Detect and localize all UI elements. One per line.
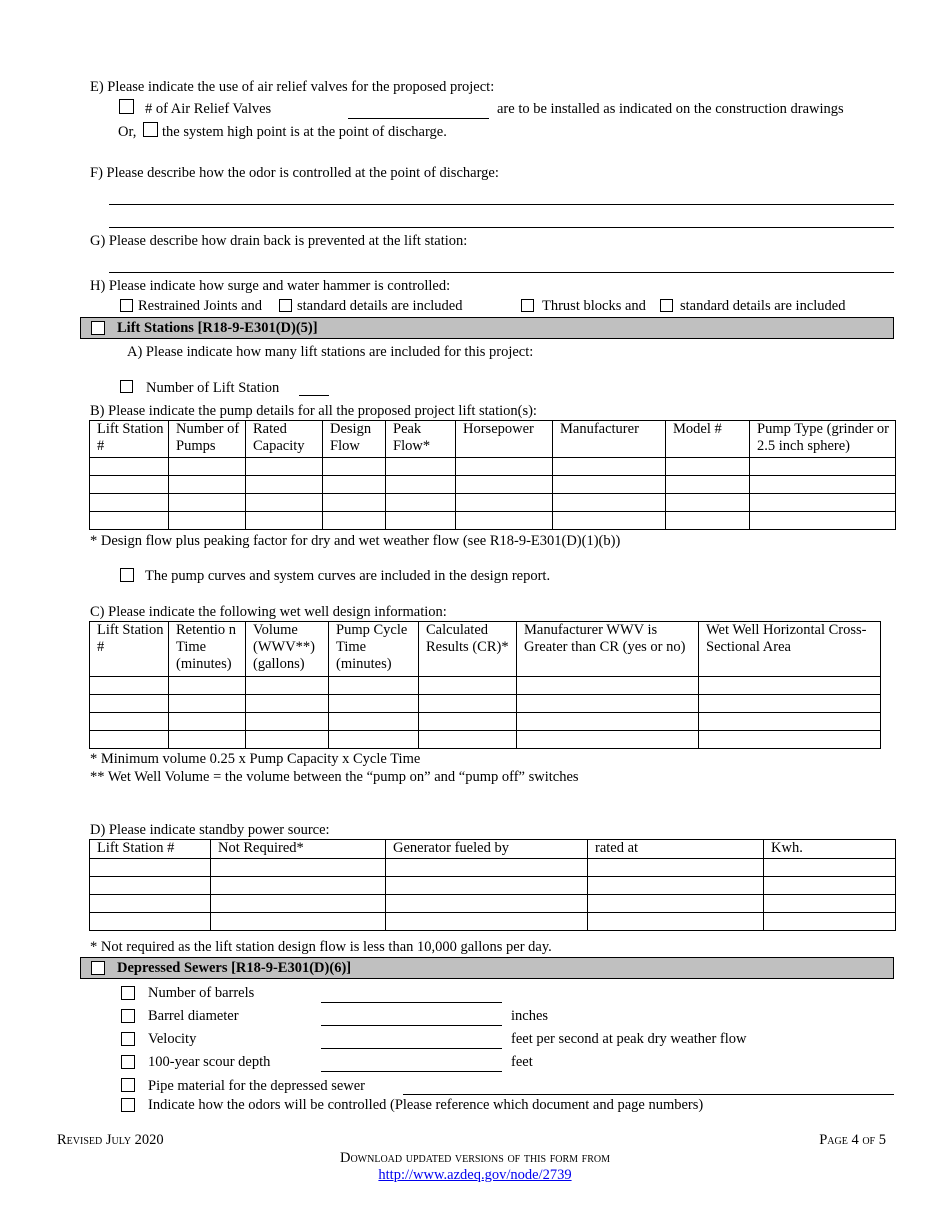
restrained-joints-checkbox[interactable] (120, 299, 133, 312)
pump-table-column-header: Number of Pumps (169, 421, 246, 458)
section-h-question: H) Please indicate how surge and water hammer is controlled: (90, 278, 451, 294)
pipe-material-checkbox[interactable] (121, 1078, 135, 1092)
power-table-cell[interactable] (588, 859, 764, 877)
pump-table-cell[interactable] (169, 476, 246, 494)
pump-table-row (90, 476, 896, 494)
wet-well-table-column-header: Lift Station # (90, 622, 169, 677)
thrust-blocks-label: Thrust blocks and (542, 298, 646, 314)
wet-well-table-cell[interactable] (90, 695, 169, 713)
wet-well-table-cell[interactable] (90, 713, 169, 731)
pump-table-cell[interactable] (666, 476, 750, 494)
pump-table-cell[interactable] (246, 458, 323, 476)
power-note: * Not required as the lift station design flow is less than 10,000 gallons per day. (90, 939, 552, 955)
pump-table-row (90, 458, 896, 476)
thrust-blocks-checkbox[interactable] (521, 299, 534, 312)
wet-well-table-cell[interactable] (699, 695, 881, 713)
wet-well-table-cell[interactable] (699, 677, 881, 695)
wet-well-table-cell[interactable] (419, 713, 517, 731)
pump-table-column-header: Manufacturer (553, 421, 666, 458)
pump-table-cell[interactable] (750, 458, 896, 476)
wet-well-table-cell[interactable] (329, 731, 419, 749)
wet-well-table-cell[interactable] (419, 731, 517, 749)
wet-well-table-column-header: Retentio n Time (minutes) (169, 622, 246, 677)
pump-table-cell[interactable] (246, 494, 323, 512)
power-table-row (90, 859, 896, 877)
depressed-sewers-header-band (80, 957, 894, 979)
scour-depth-checkbox[interactable] (121, 1055, 135, 1069)
number-lift-station-label: Number of Lift Station (146, 380, 280, 396)
velocity-label: Velocity (148, 1031, 197, 1047)
restrained-joints-label: Restrained Joints and (138, 298, 263, 314)
wet-well-table-cell[interactable] (699, 731, 881, 749)
wet-well-table-column-header: Calculated Results (CR)* (419, 622, 517, 677)
barrel-diameter-checkbox[interactable] (121, 1009, 135, 1023)
pump-table-column-header: Peak Flow* (386, 421, 456, 458)
wet-well-table-cell[interactable] (246, 713, 329, 731)
power-table-column-header: Generator fueled by (386, 840, 588, 859)
thrust-details-label: standard details are included (680, 298, 846, 314)
wet-well-table-cell[interactable] (419, 695, 517, 713)
air-relief-count-checkbox[interactable] (119, 99, 134, 114)
lift-stations-header: Lift Stations [R18-9-E301(D)(5)] (117, 320, 318, 336)
pump-table-cell[interactable] (553, 494, 666, 512)
footer-page-number: Page 4 of 5 (819, 1132, 886, 1148)
power-table-cell[interactable] (764, 877, 896, 895)
wet-well-table-cell[interactable] (169, 713, 246, 731)
power-table-column-header: Lift Station # (90, 840, 211, 859)
drain-back-answer-line[interactable] (109, 272, 894, 273)
power-table-column-header: Not Required* (211, 840, 386, 859)
depressed-sewers-checkbox[interactable] (91, 961, 105, 975)
velocity-field[interactable] (321, 1048, 502, 1049)
section-f-question: F) Please describe how the odor is controlled at the point of discharge: (90, 165, 499, 181)
number-lift-station-checkbox[interactable] (120, 380, 133, 393)
pump-table-cell[interactable] (750, 494, 896, 512)
power-table-cell[interactable] (386, 877, 588, 895)
wet-well-table-cell[interactable] (517, 695, 699, 713)
power-table-column-header: Kwh. (764, 840, 896, 859)
wet-well-table-column-header: Wet Well Horizontal Cross-Sectional Area (699, 622, 881, 677)
pump-table-column-header: Pump Type (grinder or 2.5 inch sphere) (750, 421, 896, 458)
pump-table-cell[interactable] (386, 476, 456, 494)
power-table-cell[interactable] (211, 859, 386, 877)
pump-table-cell[interactable] (666, 494, 750, 512)
power-table-row (90, 877, 896, 895)
lift-stations-c-question: C) Please indicate the following wet well design information: (90, 604, 447, 620)
odor-control-checkbox[interactable] (121, 1098, 135, 1112)
wet-well-table-column-header: Manufacturer WWV is Greater than CR (yes or no) (517, 622, 699, 677)
power-table-cell[interactable] (211, 895, 386, 913)
or-label: Or, (118, 124, 137, 140)
barrel-diameter-unit: inches (511, 1008, 549, 1024)
pump-table-cell[interactable] (666, 458, 750, 476)
odor-answer-line-1[interactable] (109, 204, 894, 205)
pump-curves-checkbox[interactable] (120, 568, 134, 582)
pump-table-cell[interactable] (456, 458, 553, 476)
pump-table-cell[interactable] (666, 512, 750, 530)
high-point-label: the system high point is at the point of discharge. (162, 124, 447, 140)
velocity-checkbox[interactable] (121, 1032, 135, 1046)
scour-depth-unit: feet (511, 1054, 533, 1070)
power-table-column-header: rated at (588, 840, 764, 859)
power-table-cell[interactable] (588, 877, 764, 895)
wet-well-table-cell[interactable] (329, 677, 419, 695)
wet-well-table-cell[interactable] (699, 713, 881, 731)
pump-table-cell[interactable] (90, 512, 169, 530)
wet-well-table-row (90, 713, 881, 731)
wet-well-note-1: * Minimum volume 0.25 x Pump Capacity x Cycle Time (90, 751, 421, 767)
scour-depth-field[interactable] (321, 1071, 502, 1072)
restrained-details-checkbox[interactable] (279, 299, 292, 312)
wet-well-table-cell[interactable] (329, 713, 419, 731)
depressed-sewers-header: Depressed Sewers [R18-9-E301(D)(6)] (117, 960, 352, 976)
pump-table-cell[interactable] (246, 476, 323, 494)
power-table-cell[interactable] (386, 895, 588, 913)
wet-well-table (89, 621, 881, 749)
pump-table-cell[interactable] (246, 512, 323, 530)
wet-well-note-2: ** Wet Well Volume = the volume between the “pump on” and “pump off” switches (90, 769, 579, 785)
pipe-material-field[interactable] (403, 1094, 894, 1095)
wet-well-table-cell[interactable] (517, 731, 699, 749)
pump-table-cell[interactable] (323, 458, 386, 476)
pump-table-cell[interactable] (456, 494, 553, 512)
pump-curves-label: The pump curves and system curves are included in the design report. (145, 568, 551, 584)
lift-stations-b-question: B) Please indicate the pump details for all the proposed project lift station(s): (90, 403, 537, 419)
power-table-cell[interactable] (588, 895, 764, 913)
wet-well-table-header-row (90, 622, 881, 677)
power-table-row (90, 913, 896, 931)
wet-well-table-cell[interactable] (246, 695, 329, 713)
power-table-cell[interactable] (90, 913, 211, 931)
pump-table-cell[interactable] (169, 458, 246, 476)
power-table-cell[interactable] (211, 913, 386, 931)
power-table-cell[interactable] (764, 895, 896, 913)
wet-well-table-row (90, 731, 881, 749)
pump-table-cell[interactable] (169, 512, 246, 530)
pump-table-cell[interactable] (386, 494, 456, 512)
barrels-field[interactable] (321, 1002, 502, 1003)
section-e-question: E) Please indicate the use of air relief valves for the proposed project: (90, 79, 495, 95)
lift-stations-a-question: A) Please indicate how many lift stations are included for this project: (127, 344, 534, 360)
pump-table-header-row (90, 421, 896, 458)
wet-well-table-cell[interactable] (90, 677, 169, 695)
pump-table-cell[interactable] (169, 494, 246, 512)
odor-control-label: Indicate how the odors will be controlled (Please reference which document and page numbers) (148, 1097, 704, 1113)
pump-table-cell[interactable] (386, 458, 456, 476)
section-g-question: G) Please describe how drain back is prevented at the lift station: (90, 233, 468, 249)
power-table-cell[interactable] (386, 913, 588, 931)
pump-table-column-header: Rated Capacity (246, 421, 323, 458)
pump-table-cell[interactable] (323, 512, 386, 530)
wet-well-table-cell[interactable] (169, 695, 246, 713)
pump-table-cell[interactable] (750, 476, 896, 494)
pump-table-cell[interactable] (750, 512, 896, 530)
power-table-cell[interactable] (386, 859, 588, 877)
power-table-row (90, 895, 896, 913)
pump-table-cell[interactable] (553, 458, 666, 476)
power-table-cell[interactable] (764, 859, 896, 877)
power-table-cell[interactable] (764, 913, 896, 931)
thrust-details-checkbox[interactable] (660, 299, 673, 312)
pump-table-column-header: Model # (666, 421, 750, 458)
wet-well-table-cell[interactable] (517, 713, 699, 731)
pump-table-row (90, 512, 896, 530)
lift-stations-header-band (80, 317, 894, 339)
standby-power-table (89, 839, 896, 931)
footer-download-text: Download updated versions of this form from (339, 1150, 611, 1166)
power-table-cell[interactable] (211, 877, 386, 895)
pump-table-cell[interactable] (323, 476, 386, 494)
air-relief-count-label: # of Air Relief Valves (145, 101, 272, 117)
wet-well-table-cell[interactable] (419, 677, 517, 695)
pump-table-row (90, 494, 896, 512)
power-table-cell[interactable] (90, 895, 211, 913)
air-relief-count-suffix: are to be installed as indicated on the construction drawings (497, 101, 844, 117)
wet-well-table-column-header: Volume (WWV**) (gallons) (246, 622, 329, 677)
power-table-cell[interactable] (90, 877, 211, 895)
restrained-details-label: standard details are included (297, 298, 463, 314)
pump-table-cell[interactable] (553, 476, 666, 494)
pump-table-cell[interactable] (553, 512, 666, 530)
number-lift-station-field[interactable] (299, 395, 329, 396)
pump-table-cell[interactable] (456, 476, 553, 494)
wet-well-table-cell[interactable] (246, 731, 329, 749)
barrels-label: Number of barrels (148, 985, 255, 1001)
wet-well-table-cell[interactable] (517, 677, 699, 695)
barrel-diameter-label: Barrel diameter (148, 1008, 239, 1024)
wet-well-table-cell[interactable] (169, 731, 246, 749)
pump-table-column-header: Horsepower (456, 421, 553, 458)
power-table-header-row (90, 840, 896, 859)
barrels-checkbox[interactable] (121, 986, 135, 1000)
power-table-cell[interactable] (588, 913, 764, 931)
wet-well-table-cell[interactable] (246, 677, 329, 695)
pipe-material-label: Pipe material for the depressed sewer (148, 1078, 366, 1094)
wet-well-table-cell[interactable] (329, 695, 419, 713)
wet-well-table-cell[interactable] (90, 731, 169, 749)
wet-well-table-column-header: Pump Cycle Time (minutes) (329, 622, 419, 677)
scour-depth-label: 100-year scour depth (148, 1054, 271, 1070)
wet-well-table-row (90, 695, 881, 713)
pump-table-cell[interactable] (90, 458, 169, 476)
pump-table-column-header: Lift Station # (90, 421, 169, 458)
pump-table-cell[interactable] (456, 512, 553, 530)
wet-well-table-cell[interactable] (169, 677, 246, 695)
pump-details-table (89, 420, 896, 530)
high-point-checkbox[interactable] (143, 122, 158, 137)
barrel-diameter-field[interactable] (321, 1025, 502, 1026)
power-table-cell[interactable] (90, 859, 211, 877)
pump-table-cell[interactable] (90, 476, 169, 494)
footer-download-link[interactable]: http://www.azdeq.gov/node/2739 (378, 1167, 572, 1183)
lift-stations-checkbox[interactable] (91, 321, 105, 335)
pump-table-cell[interactable] (90, 494, 169, 512)
pump-table-cell[interactable] (386, 512, 456, 530)
pump-table-cell[interactable] (323, 494, 386, 512)
wet-well-table-row (90, 677, 881, 695)
pump-table-column-header: Design Flow (323, 421, 386, 458)
odor-answer-line-2[interactable] (109, 227, 894, 228)
velocity-unit: feet per second at peak dry weather flow (511, 1031, 747, 1047)
lift-stations-d-question: D) Please indicate standby power source: (90, 822, 330, 838)
air-relief-count-field[interactable] (348, 118, 489, 119)
pump-note: * Design flow plus peaking factor for dry and wet weather flow (see R18-9-E301(D)(1)(b)) (90, 533, 621, 549)
footer-revised: Revised July 2020 (57, 1132, 164, 1148)
